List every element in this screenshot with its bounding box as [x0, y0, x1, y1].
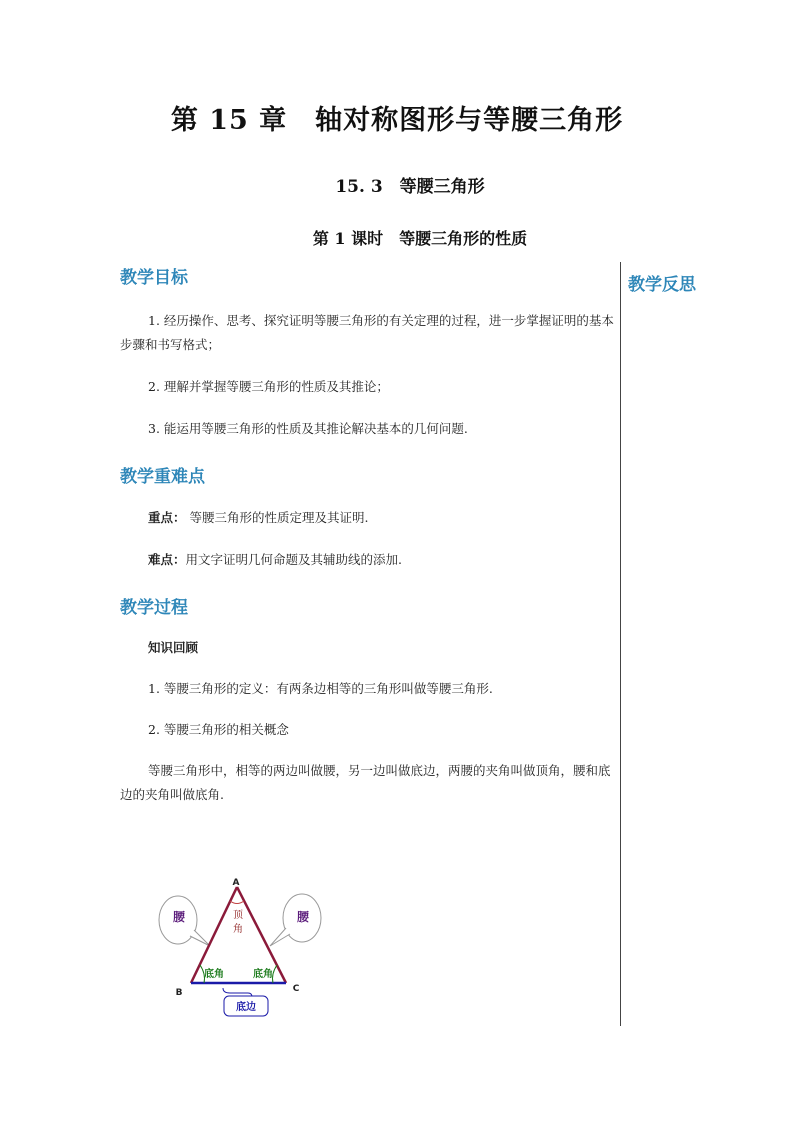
section-title: 15. 3 等腰三角形 [335, 177, 485, 197]
focus-line [120, 506, 615, 530]
vertex-c-label: C [292, 984, 300, 994]
process-paragraph: 等腰三角形中，相等的两边叫做腰，另一边叫做底边，两腰的夹角叫做顶角，腰和底边的夹角叫做底角. [120, 763, 611, 802]
right-base-angle-arc [273, 965, 278, 983]
objective-item-2: 2. 理解并掌握等腰三角形的性质及其推论； [148, 379, 389, 394]
right-base-angle-label: 底角 [253, 969, 273, 980]
vertex-b-label: B [175, 988, 183, 998]
objective-item-1: 1. 经历操作、思考、探究证明等腰三角形的有关定理的过程，进一步掌握证明的基本步骤和书写格式； [120, 313, 614, 352]
left-base-angle-label: 底角 [204, 969, 224, 980]
difficulty-text: 用文字证明几何命题及其辅助线的添加. [185, 552, 402, 567]
apex-label-bottom: 角 [233, 924, 243, 935]
focus-text: 等腰三角形的性质定理及其证明. [185, 510, 369, 525]
base-label: 底边 [236, 1002, 256, 1013]
key-points-heading: 教学重难点 [120, 467, 205, 487]
vertex-a-label: A [232, 878, 240, 888]
lesson-title: 第 1 课时 等腰三角形的性质 [312, 229, 528, 248]
focus-label: 重点： [148, 510, 186, 525]
apex-label-top: 顶 [233, 910, 243, 921]
left-leg-label: 腰 [172, 910, 186, 924]
isosceles-triangle-figure [150, 870, 340, 1022]
reflection-heading: 教学反思 [628, 275, 696, 295]
apex-angle-arc [230, 901, 244, 904]
difficulty-line [120, 548, 615, 572]
process-heading: 教学过程 [120, 598, 188, 618]
right-leg-bubble [270, 894, 321, 946]
column-divider [620, 262, 621, 1026]
process-item-1: 1. 等腰三角形的定义：有两条边相等的三角形叫做等腰三角形. [148, 681, 493, 696]
chapter-title: 第 15 章 轴对称图形与等腰三角形 [170, 105, 624, 136]
review-title: 知识回顾 [148, 640, 199, 655]
objectives-heading: 教学目标 [120, 268, 188, 288]
process-item-2: 2. 等腰三角形的相关概念 [148, 722, 289, 737]
objective-item-3: 3. 能运用等腰三角形的性质及其推论解决基本的几何问题. [148, 421, 468, 436]
right-leg-label: 腰 [296, 910, 310, 924]
difficulty-label: 难点： [148, 552, 186, 567]
